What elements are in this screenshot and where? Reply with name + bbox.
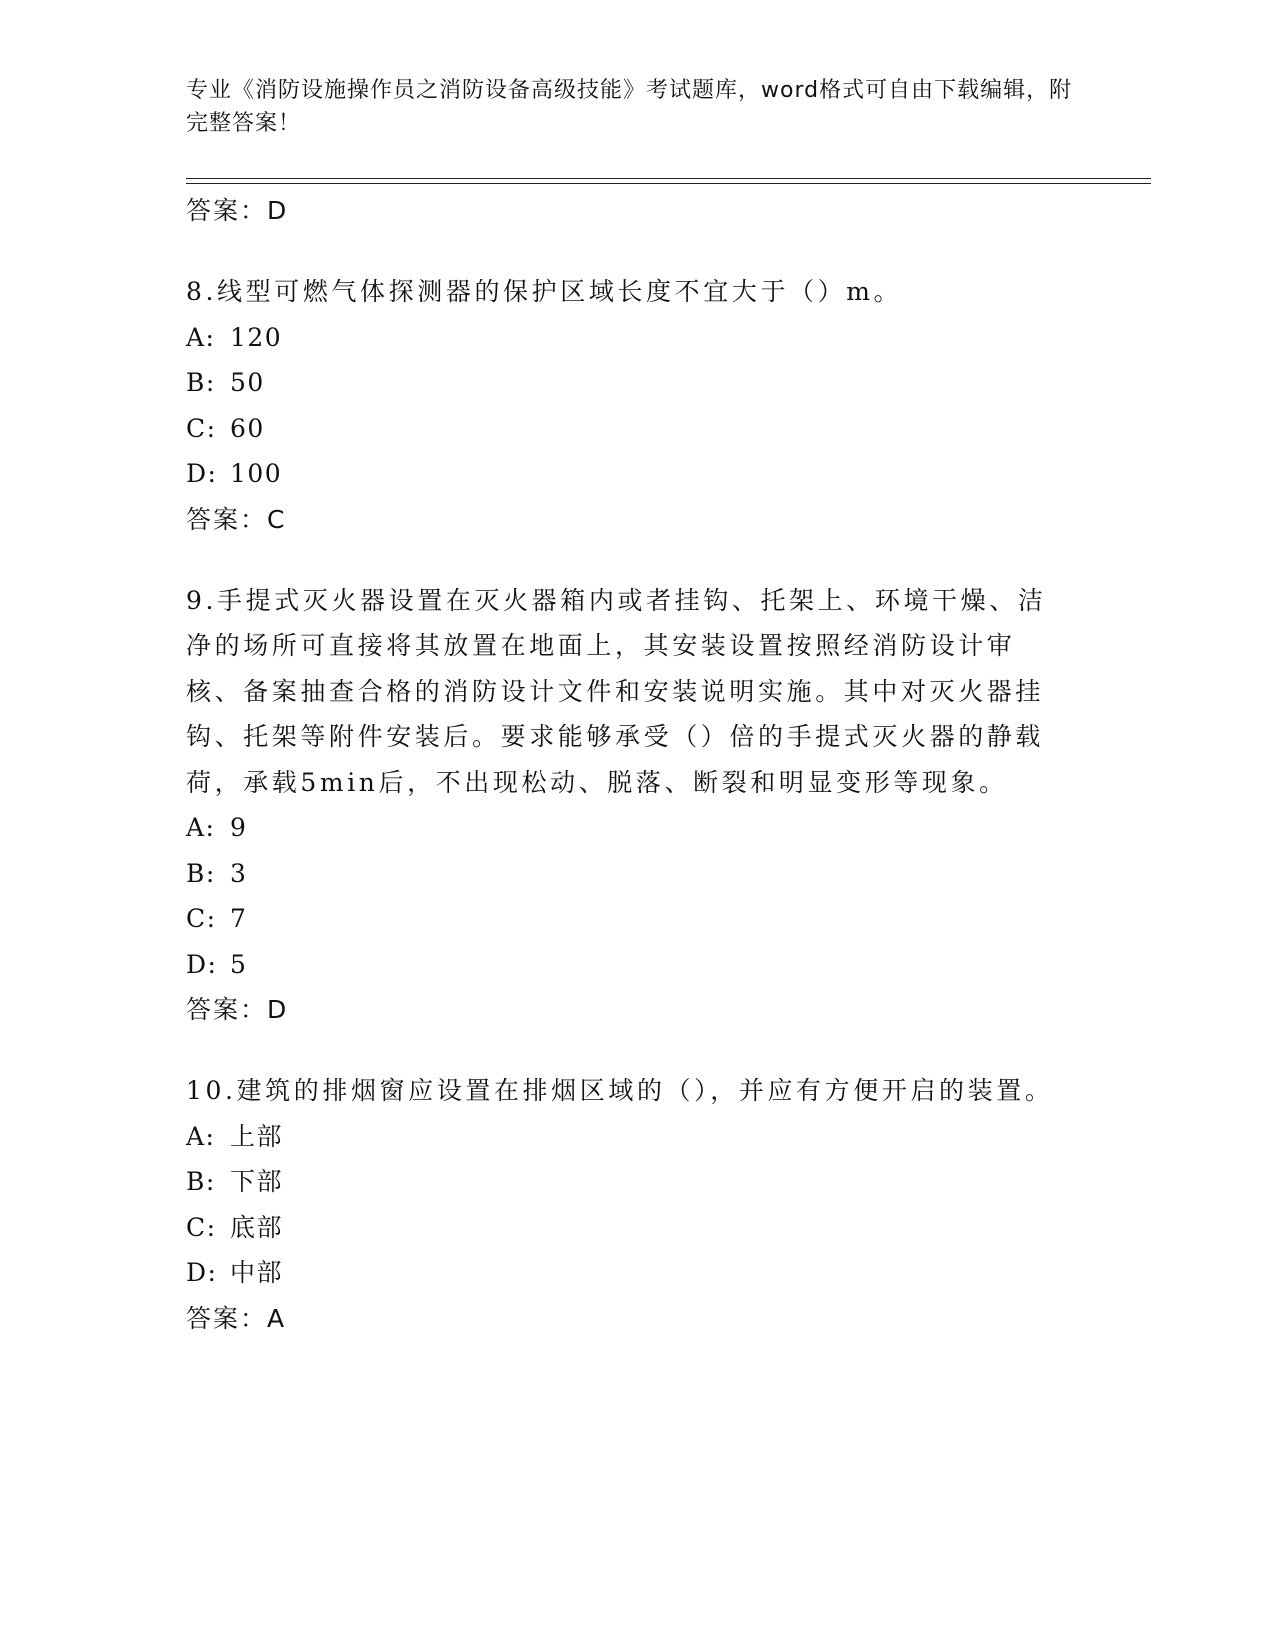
option-a bbox=[186, 315, 1086, 361]
option-d bbox=[186, 451, 1086, 497]
answer-line: 答案：C bbox=[186, 504, 287, 534]
question-9 bbox=[186, 578, 1086, 1033]
option-letter: C: bbox=[186, 413, 217, 443]
option-letter: D: bbox=[186, 1258, 218, 1287]
option-c bbox=[186, 1205, 1086, 1251]
option-letter: D: bbox=[186, 459, 218, 488]
option-text: 中部 bbox=[230, 1258, 284, 1287]
option-letter: D: bbox=[186, 949, 218, 979]
option-text: 5 bbox=[230, 949, 248, 979]
option-letter: A: bbox=[186, 322, 216, 352]
option-text: 3 bbox=[230, 858, 248, 888]
option-text: 60 bbox=[230, 413, 265, 443]
option-text: 9 bbox=[230, 813, 248, 842]
option-letter: A: bbox=[186, 1121, 216, 1151]
option-text: 120 bbox=[230, 322, 283, 352]
header-rule-bottom bbox=[186, 183, 1151, 184]
option-text: 底部 bbox=[230, 1212, 284, 1242]
question-stem: 10.建筑的排烟窗应设置在排烟区域的（），并应有方便开启的装置。 bbox=[186, 1076, 1054, 1105]
option-c bbox=[186, 406, 1086, 452]
previous-answer: 答案：D bbox=[186, 196, 289, 225]
option-letter: A: bbox=[186, 813, 216, 842]
option-text: 50 bbox=[230, 368, 265, 397]
option-text: 下部 bbox=[230, 1167, 284, 1196]
option-d bbox=[186, 942, 1086, 988]
option-letter: B: bbox=[186, 1167, 216, 1196]
page-header: 专业《消防设施操作员之消防设备高级技能》考试题库，word格式可自由下载编辑，附完整答案！ bbox=[186, 78, 1073, 136]
option-d bbox=[186, 1250, 1086, 1296]
header-rule-top bbox=[186, 178, 1151, 179]
question-list bbox=[186, 188, 1086, 1341]
option-b bbox=[186, 360, 1086, 406]
option-b bbox=[186, 851, 1086, 897]
option-letter: B: bbox=[186, 368, 216, 397]
option-text: 100 bbox=[230, 459, 283, 488]
question-8 bbox=[186, 269, 1086, 542]
answer-line: 答案：D bbox=[186, 995, 289, 1024]
option-c bbox=[186, 896, 1086, 942]
option-b bbox=[186, 1159, 1086, 1205]
question-10 bbox=[186, 1068, 1086, 1341]
option-a bbox=[186, 805, 1086, 851]
option-letter: B: bbox=[186, 858, 216, 888]
question-stem: 9.手提式灭火器设置在灭火器箱内或者挂钩、托架上、环境干燥、洁净的场所可直接将其放置在地面上，其安装设置按照经消防设计审核、备案抽查合格的消防设计文件和安装说明实施。其中对灭火器挂钩、托架等附件安装后。要求能够承受（）倍的手提式灭火器的静载荷，承载5min后，不出现松动、脱落、断裂和明显变形等现象。 bbox=[186, 585, 1047, 797]
option-text: 7 bbox=[230, 904, 248, 933]
question-stem: 8.线型可燃气体探测器的保护区域长度不宜大于（）m。 bbox=[186, 277, 903, 306]
answer-line: 答案：A bbox=[186, 1303, 287, 1333]
option-text: 上部 bbox=[230, 1121, 284, 1151]
option-letter: C: bbox=[186, 1212, 217, 1242]
option-a bbox=[186, 1114, 1086, 1160]
option-letter: C: bbox=[186, 904, 217, 933]
